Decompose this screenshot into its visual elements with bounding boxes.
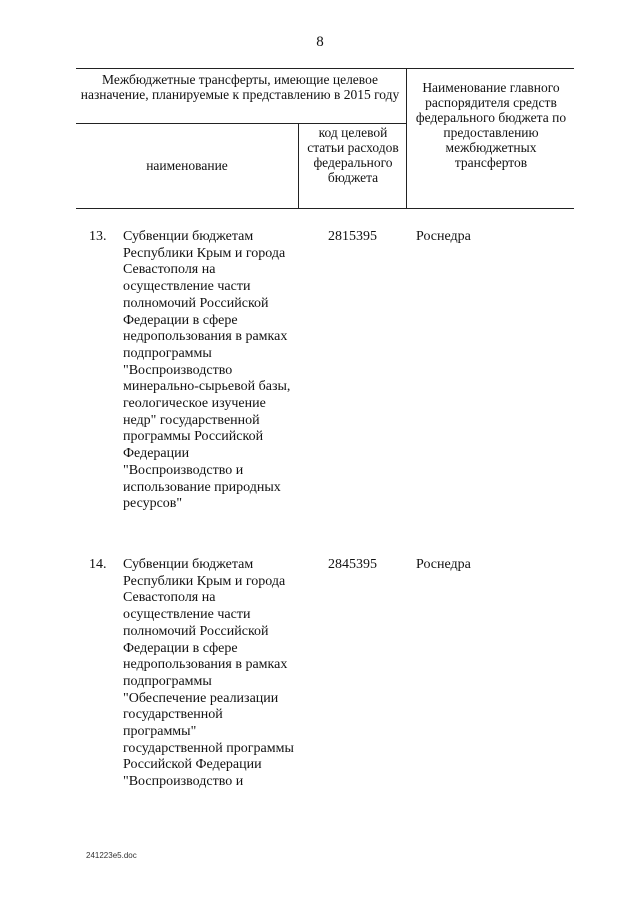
footer-filename: 241223e5.doc <box>86 851 137 860</box>
table-row <box>0 557 640 827</box>
row-admin: Роснедра <box>416 557 471 572</box>
header-top-border <box>76 68 574 69</box>
header-mid-border <box>76 123 406 124</box>
header-bottom-border <box>76 208 574 209</box>
header-divider-code <box>298 123 299 209</box>
table-row <box>0 229 640 539</box>
header-col-name: наименование <box>146 158 228 173</box>
row-number: 14. <box>89 557 107 572</box>
page-number: 8 <box>316 34 324 50</box>
header-group-title: Межбюджетные трансферты, имеющие целевое назначение, планируемые к представлению в 2015 году <box>80 72 400 102</box>
header-divider-admin <box>406 68 407 209</box>
row-name: Субвенции бюджетам Республики Крым и города Севастополя на осуществление части полномочий Российской Федерации в сфере недропользования в рамках подпрограммы "Обеспечение реализации государственной программы" государственной программы Российской Федерации "Воспроизводство и <box>123 557 294 790</box>
row-code: 2845395 <box>328 557 377 572</box>
header-col-admin: Наименование главного распорядителя средств федерального бюджета по предоставлению межбюджетных трансфертов <box>415 80 567 170</box>
header-col-code: код целевой статьи расходов федерального бюджета <box>307 125 399 185</box>
row-name: Субвенции бюджетам Республики Крым и города Севастополя на осуществление части полномочий Российской Федерации в сфере недропользования в рамках подпрограммы "Воспроизводство минерально-сырьевой базы, геологическое изучение недр" государственной программы Российской Федерации "Воспроизводство и использование природных ресурсов" <box>123 229 291 512</box>
row-number: 13. <box>89 229 107 244</box>
row-admin: Роснедра <box>416 229 471 244</box>
row-code: 2815395 <box>328 229 377 244</box>
